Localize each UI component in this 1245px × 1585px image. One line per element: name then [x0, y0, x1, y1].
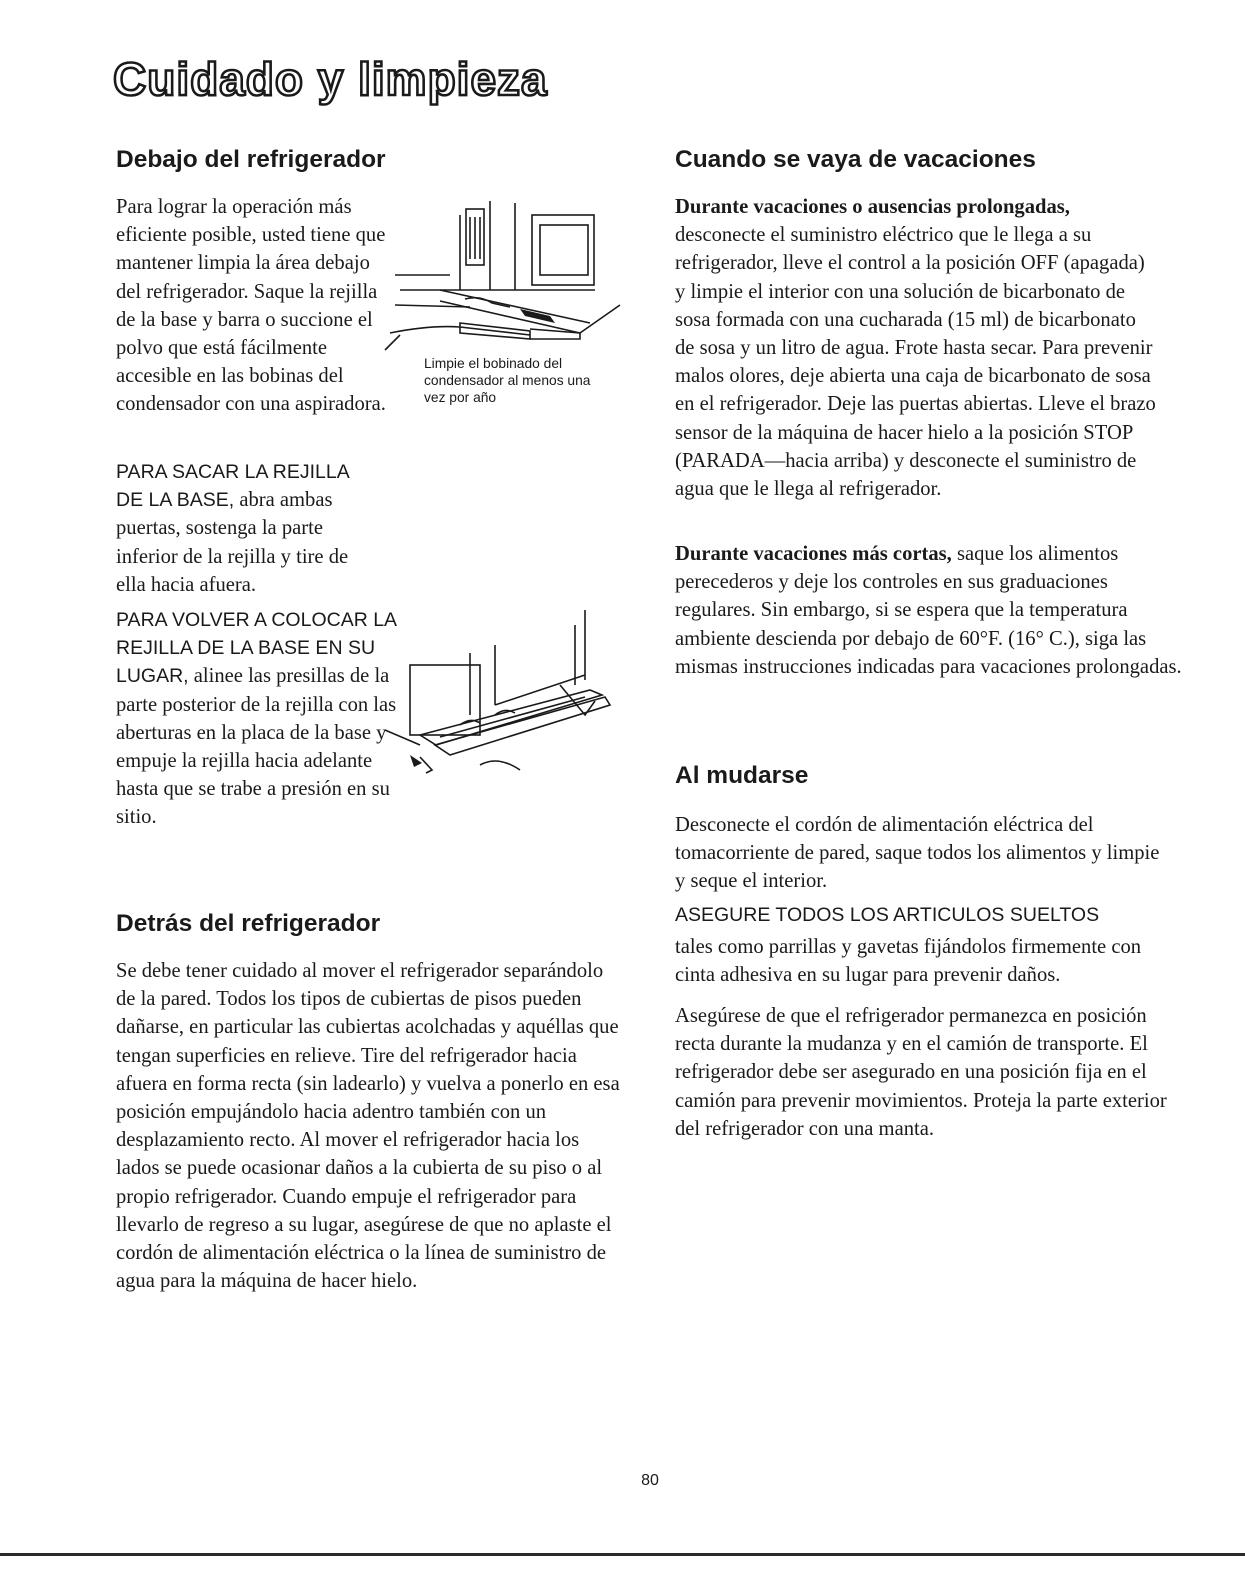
vacation-long-text: desconecte el suministro eléctrico que le llega a su refrigerador, lleve el control a la posición OFF (apagada) y limpie el interior con una solución de bicarbonato de sosa formada con una cucharada (15 ml) de bicarbonato de sosa y un litro de agua. Frote hasta secar. Para prevenir malos olores, deje abierta una caja de bicarbonato de sosa en el refrigerador. Deje las puertas abiertas. Lleve el brazo sensor de la máquina de hacer hielo a la posición STOP (PARADA—hacia arriba) y desconecte el suministro de agua que le llega al refrigerador.	[675, 224, 1156, 501]
vacation-short-text: saque los alimentos perecederos y deje los controles en sus graduaciones regulares. Sin embargo, si se espera que la temperatura ambiente descienda por debajo de 60°F. (16° C.), siga las mismas instrucciones indicadas para vacaciones prolongadas.	[675, 543, 1182, 678]
bottom-rule	[0, 1553, 1245, 1556]
vacation-long-label: Durante vacaciones o ausencias prolongadas,	[675, 196, 1070, 218]
vacation-heading: Cuando se vaya de vacaciones	[675, 146, 1036, 173]
secure-items-text: tales como parrillas y gavetas fijándolos firmemente con cinta adhesiva en su lugar para prevenir daños.	[675, 936, 1142, 987]
under-intro: Para lograr la operación más eficiente posible, usted tiene que mantener limpia la área debajo del refrigerador. Saque la rejilla de la base y barra o succione el polvo que está fácilmente accesible en las bobinas del condensador con una aspiradora.	[116, 196, 386, 416]
behind-heading: Detrás del refrigerador	[116, 910, 381, 937]
remove-grille-instructions	[116, 458, 378, 599]
condenser-coil-cleaning-illustration	[380, 195, 630, 355]
remove-grille-label: PARA SACAR LA REJILLA DE LA BASE,	[116, 461, 349, 512]
page-title: Cuidado y limpieza	[113, 53, 548, 105]
behind-text: Se debe tener cuidado al mover el refrigerador separándolo de la pared. Todos los tipos de cubiertas de pisos pueden dañarse, en particular las cubiertas acolchadas y aquéllas que tengan superficies en relieve. Tire del refrigerador hacia afuera en forma recta (sin ladearlo) y vuelva a ponerlo en esa posición empujándolo hacia adentro también con un desplazamiento recto. Al mover el refrigerador hacia los lados se puede ocasionar daños a la cubierta de su piso o al propio refrigerador. Cuando empuje el refrigerador para llevarlo de regreso a su lugar, asegúrese de que no aplaste el cordón de alimentación eléctrica o la línea de suministro de agua para la máquina de hacer hielo.	[116, 960, 620, 1293]
moving-intro: Desconecte el cordón de alimentación eléctrica del tomacorriente de pared, saque todos los alimentos y limpie y seque el interior.	[675, 814, 1160, 893]
moving-heading: Al mudarse	[675, 762, 809, 789]
replace-grille-label: PARA VOLVER A COLOCAR LA REJILLA DE LA BASE EN SU LUGAR,	[116, 609, 396, 688]
vacation-short-label: Durante vacaciones más cortas,	[675, 543, 952, 565]
vacation-short-paragraph	[675, 540, 1185, 681]
page-number: 80	[641, 1472, 659, 1489]
secure-items-label: ASEGURE TODOS LOS ARTICULOS SUELTOS	[675, 904, 1100, 926]
replace-grille-instructions	[116, 606, 401, 832]
moving-upright-text: Asegúrese de que el refrigerador permanezca en posición recta durante la mudanza y en el camión de transporte. El refrigerador debe ser asegurado en una posición fija en el camión para prevenir movimientos. Proteja la parte exterior del refrigerador con una manta.	[675, 1005, 1167, 1140]
under-heading: Debajo del refrigerador	[116, 146, 386, 173]
vacation-long-paragraph	[675, 193, 1160, 503]
illustration-caption: Limpie el bobinado del condensador al menos una vez por año	[424, 356, 591, 405]
remove-grille-text: abra ambas puertas, sostenga la parte inferior de la rejilla y tire de ella hacia afuera.	[116, 489, 349, 596]
replace-grille-text: alinee las presillas de la parte posterior de la rejilla con las aberturas en la placa de la base y empuje la rejilla hacia adelante hasta que se trabe a presión en su sitio.	[116, 665, 397, 829]
base-grille-replacement-illustration	[380, 605, 630, 780]
